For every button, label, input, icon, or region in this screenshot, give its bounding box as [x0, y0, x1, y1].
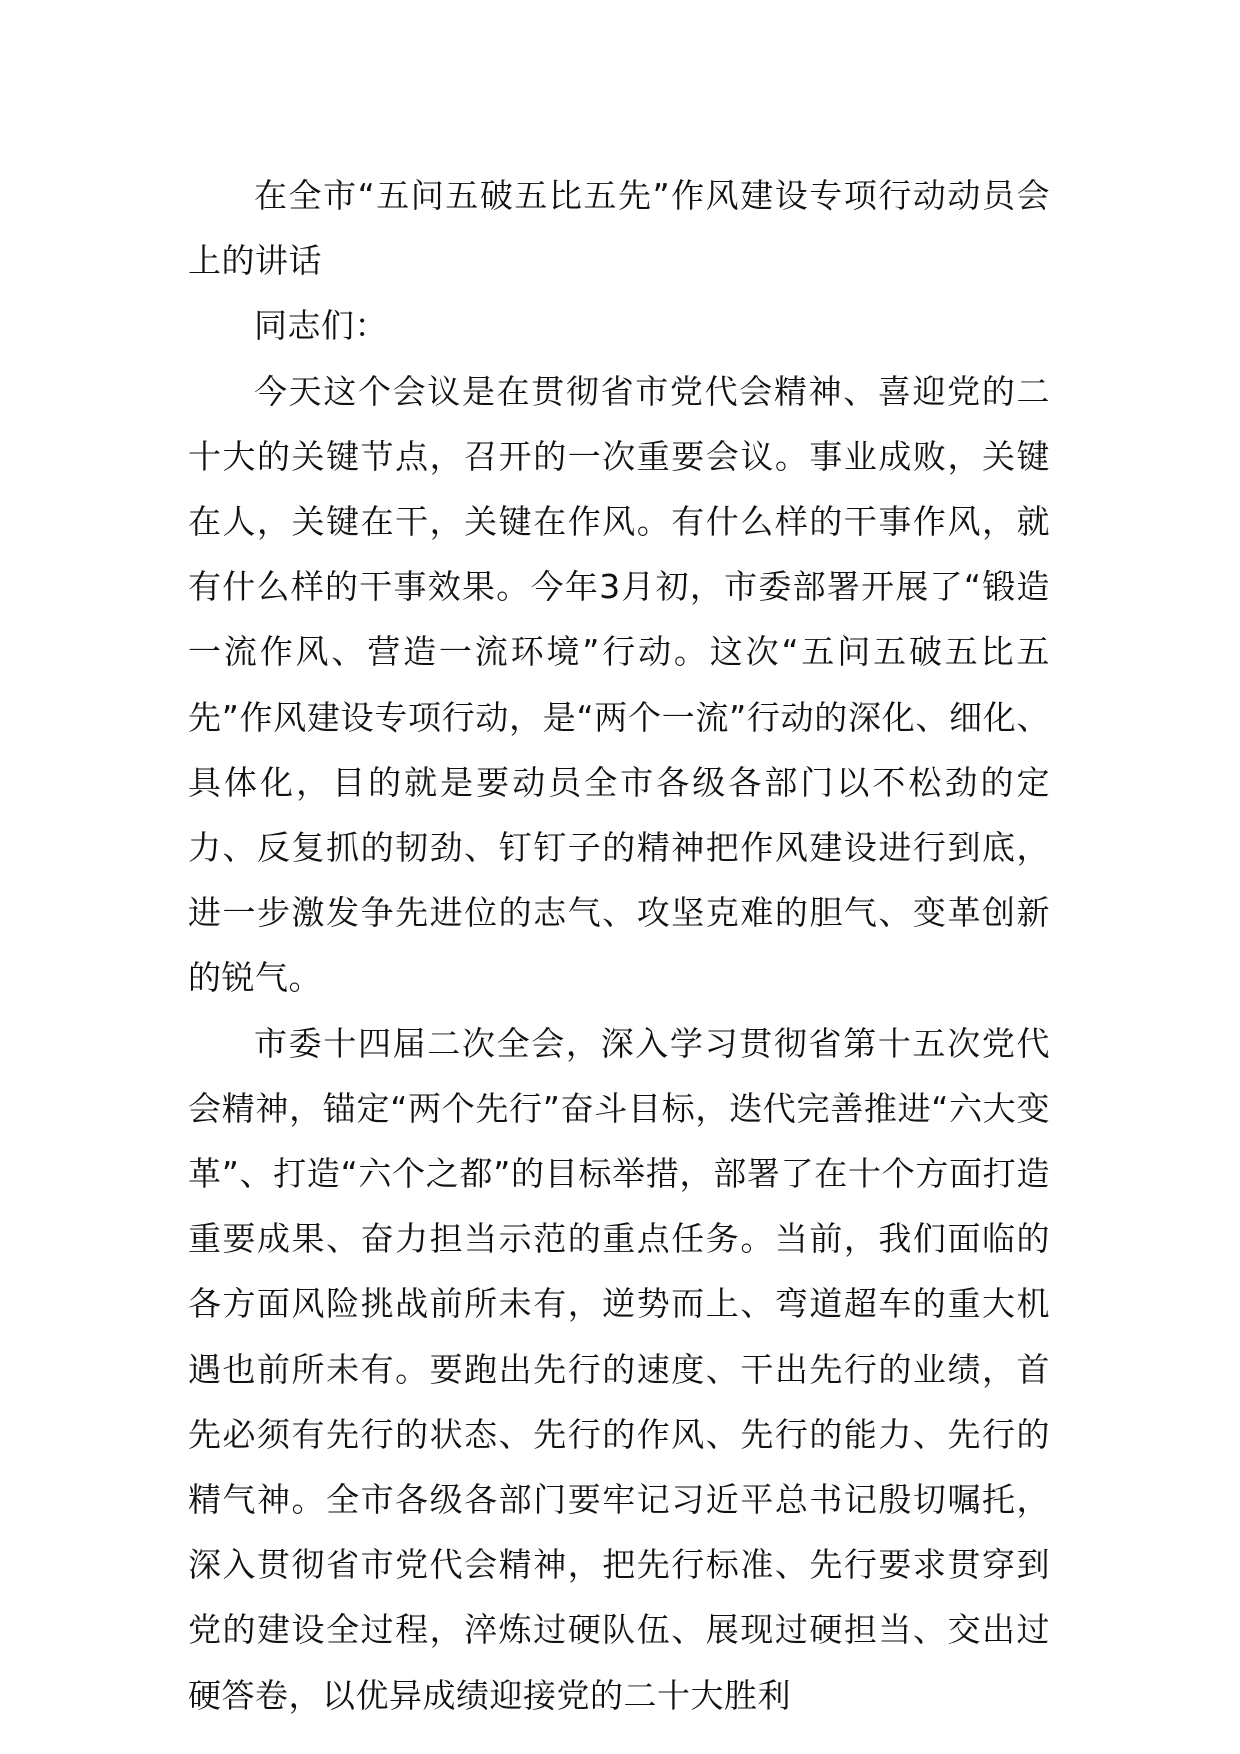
- document-body: [188, 163, 1050, 1728]
- paragraph-2: 市委十四届二次全会，深入学习贯彻省第十五次党代会精神，锚定“两个先行”奋斗目标，迭代完善推进“六大变革”、打造“六个之都”的目标举措，部署了在十个方面打造重要成果、奋力担当示范的重点任务。当前，我们面临的各方面风险挑战前所未有，逆势而上、弯道超车的重大机遇也前所未有。要跑出先行的速度、干出先行的业绩，首先必须有先行的状态、先行的作风、先行的能力、先行的精气神。全市各级各部门要牢记习近平总书记殷切嘱托，深入贯彻省市党代会精神，把先行标准、先行要求贯穿到党的建设全过程，淬炼过硬队伍、展现过硬担当、交出过硬答卷，以优异成绩迎接党的二十大胜利: [188, 1023, 1050, 1715]
- paragraph-1: 今天这个会议是在贯彻省市党代会精神、喜迎党的二十大的关键节点，召开的一次重要会议。事业成败，关键在人，关键在干，关键在作风。有什么样的干事作风，就有什么样的干事效果。今年3月初，市委部署开展了“锻造一流作风、营造一流环境”行动。这次“五问五破五比五先”作风建设专项行动，是“两个一流”行动的深化、细化、具体化，目的就是要动员全市各级各部门以不松劲的定力、反复抓的韧劲、钉钉子的精神把作风建设进行到底，进一步激发争先进位的志气、攻坚克难的胆气、变革创新的锐气。: [188, 371, 1050, 998]
- salutation: 同志们：: [254, 306, 388, 346]
- document-title: 在全市“五问五破五比五先”作风建设专项行动动员会上的讲话: [188, 176, 1050, 281]
